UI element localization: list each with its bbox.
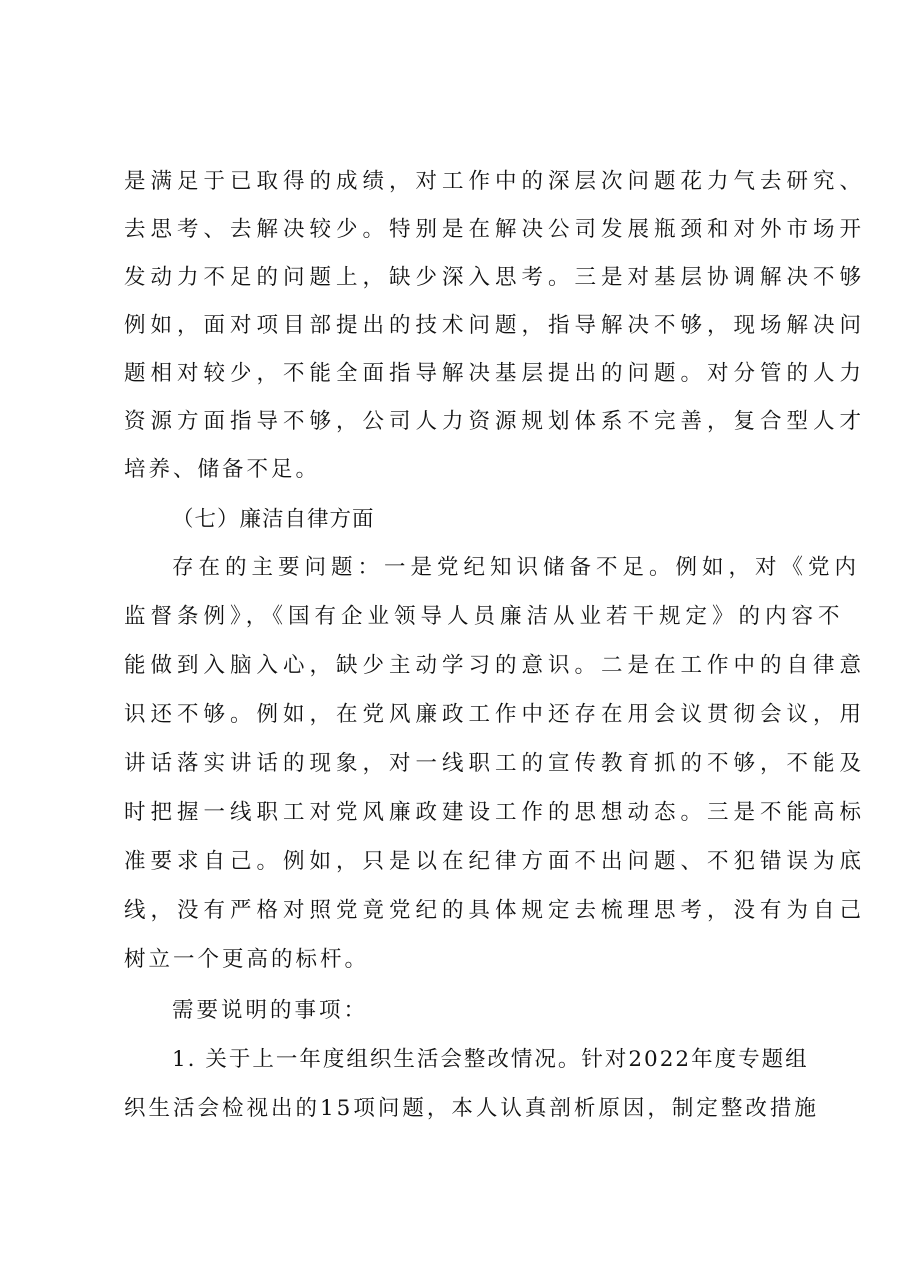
text-line: 线，没有严格对照党竟党纪的具体规定去梳理思考，没有为自己 (124, 898, 867, 923)
text-line: 时把握一线职工对党风廉政建设工作的思想动态。三是不能高标 (124, 800, 867, 825)
text-line: 是满足于已取得的成绩，对工作中的深层次问题花力气去研究、 (124, 169, 867, 194)
notes-heading: 需要说明的事项： (172, 998, 369, 1023)
text-line: 树立一个更高的标杆。 (124, 947, 370, 972)
text-line: 发动力不足的问题上，缺少深入思考。三是对基层协调解决不够 (124, 265, 867, 290)
text-line: 存在的主要问题：一是党纪知识储备不足。例如，对《党内 (172, 555, 862, 580)
text-line: 去思考、去解决较少。特别是在解决公司发展瓶颈和对外市场开 (124, 217, 867, 242)
text-line: 1. 关于上一年度组织生活会整改情况。针对2022年度专题组 (172, 1047, 809, 1072)
text-line: 识还不够。例如，在党风廉政工作中还存在用会议贯彻会议，用 (124, 702, 867, 727)
text-line: 织生活会检视出的15项问题，本人认真剖析原因，制定整改措施 (124, 1096, 819, 1121)
text-line: 讲话落实讲话的现象，对一线职工的宣传教育抓的不够，不能及 (124, 751, 867, 776)
text-line: 准要求自己。例如，只是以在纪律方面不出问题、不犯错误为底 (124, 849, 867, 874)
text-line: 题相对较少，不能全面指导解决基层提出的问题。对分管的人力 (124, 361, 867, 386)
text-line: 能做到入脑入心，缺少主动学习的意识。二是在工作中的自律意 (124, 653, 867, 678)
section-heading: （七）廉洁自律方面 (172, 507, 375, 532)
text-line: 培养、储备不足。 (124, 457, 321, 482)
text-line: 资源方面指导不够，公司人力资源规划体系不完善，复合型人才 (124, 409, 867, 434)
text-line: 例如，面对项目部提出的技术问题，指导解决不够，现场解决问 (124, 313, 867, 338)
text-line: 监督条例》，《国有企业领导人员廉洁从业若干规定》的内容不 (124, 604, 845, 629)
